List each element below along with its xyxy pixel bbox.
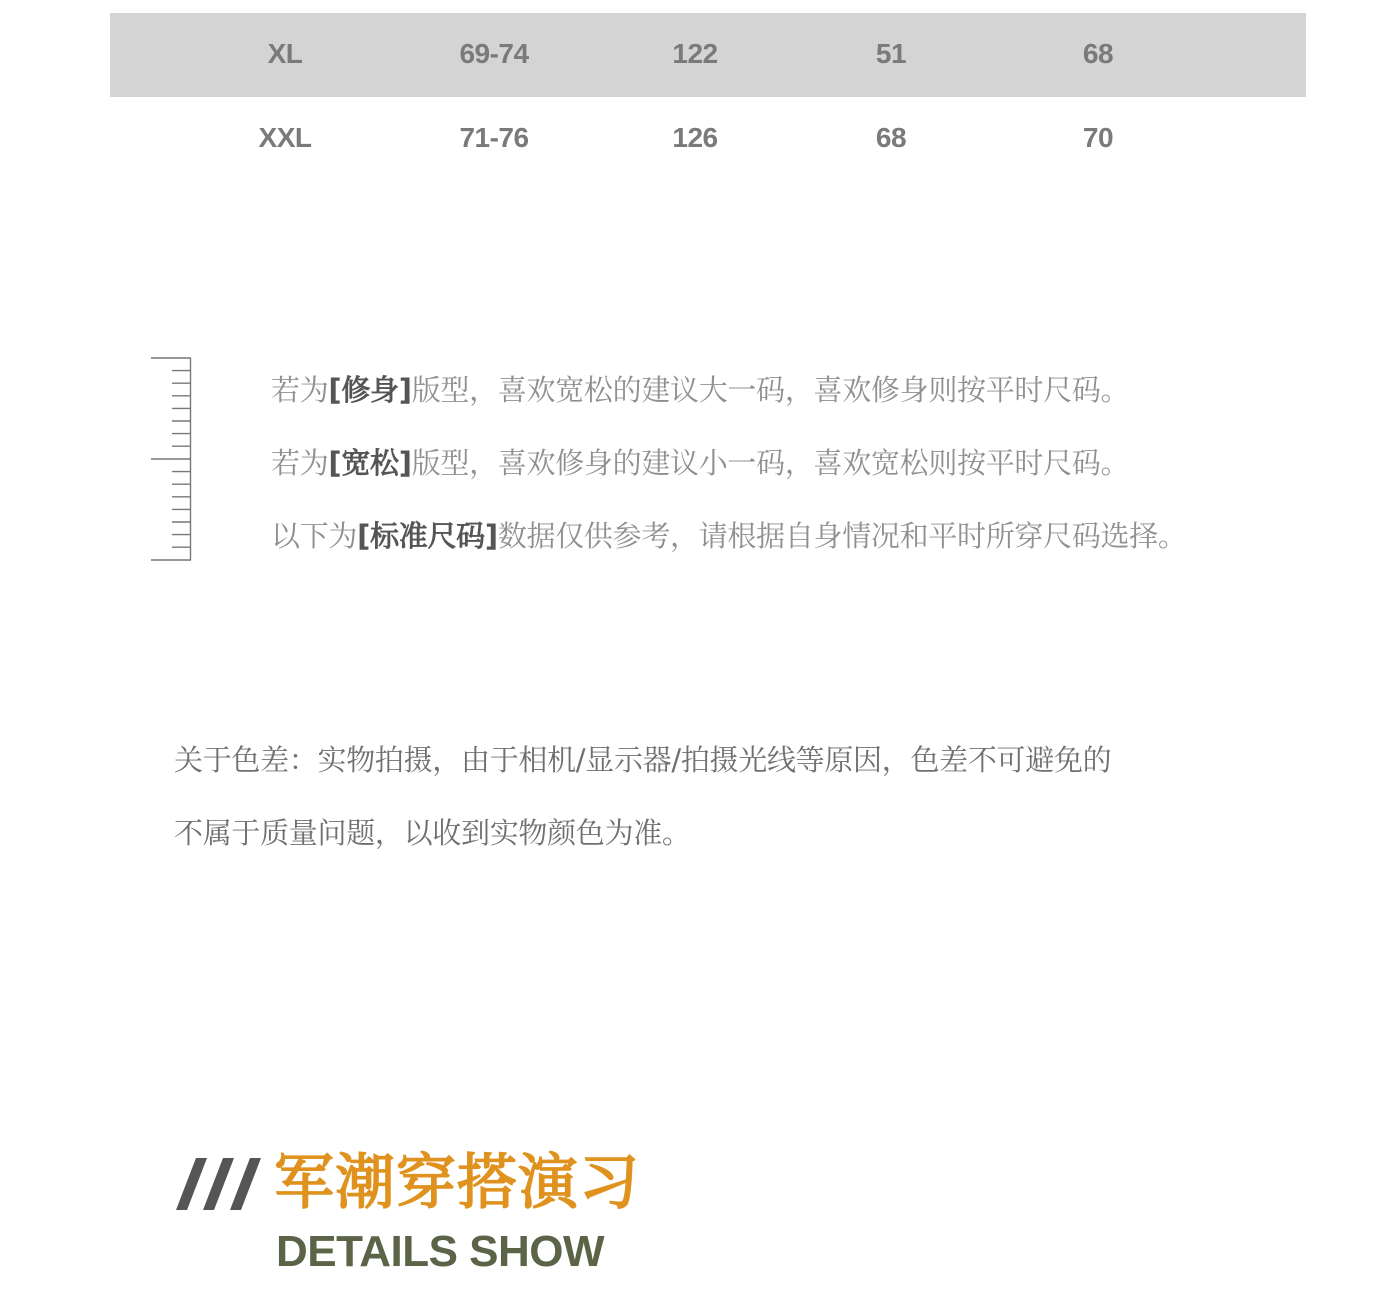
size-note [271, 514, 1187, 555]
table-cell-size: XXL [258, 122, 312, 153]
size-note [271, 441, 1129, 482]
table-cell: 68 [1082, 38, 1114, 69]
triple-slash-icon [176, 1158, 266, 1210]
table-cell: 70 [1082, 122, 1114, 153]
table-row [110, 13, 1306, 97]
note-prefix: 若为 [271, 373, 329, 407]
ruler-icon [150, 357, 194, 561]
size-note [271, 368, 1129, 409]
note-highlight: [标准尺码] [357, 519, 498, 553]
table-cell: 71-76 [459, 122, 529, 153]
note-suffix: 版型，喜欢修身的建议小一码，喜欢宽松则按平时尺码。 [411, 446, 1130, 480]
note-prefix: 以下为 [271, 519, 358, 553]
note-highlight: [修身] [328, 373, 412, 407]
note-highlight: [宽松] [328, 446, 412, 480]
section-title-english: DETAILS SHOW [276, 1227, 605, 1276]
table-cell-size: XL [267, 38, 303, 69]
table-cell: 126 [672, 122, 718, 153]
note-suffix: 数据仅供参考，请根据自身情况和平时所穿尺码选择。 [497, 519, 1187, 553]
note-suffix: 版型，喜欢宽松的建议大一码，喜欢修身则按平时尺码。 [411, 373, 1130, 407]
table-cell: 68 [875, 122, 907, 153]
table-cell: 69-74 [459, 38, 529, 69]
section-title-chinese: 军潮穿搭演习 [274, 1148, 640, 1218]
note-prefix: 若为 [271, 446, 329, 480]
color-disclaimer-line-2: 不属于质量问题，以收到实物颜色为准。 [174, 816, 691, 850]
table-cell: 51 [875, 38, 907, 69]
table-row [110, 97, 1306, 181]
color-disclaimer-line-1: 关于色差：实物拍摄，由于相机/显示器/拍摄光线等原因，色差不可避免的 [174, 743, 1112, 777]
table-cell: 122 [672, 38, 718, 69]
size-table [110, 13, 1306, 181]
